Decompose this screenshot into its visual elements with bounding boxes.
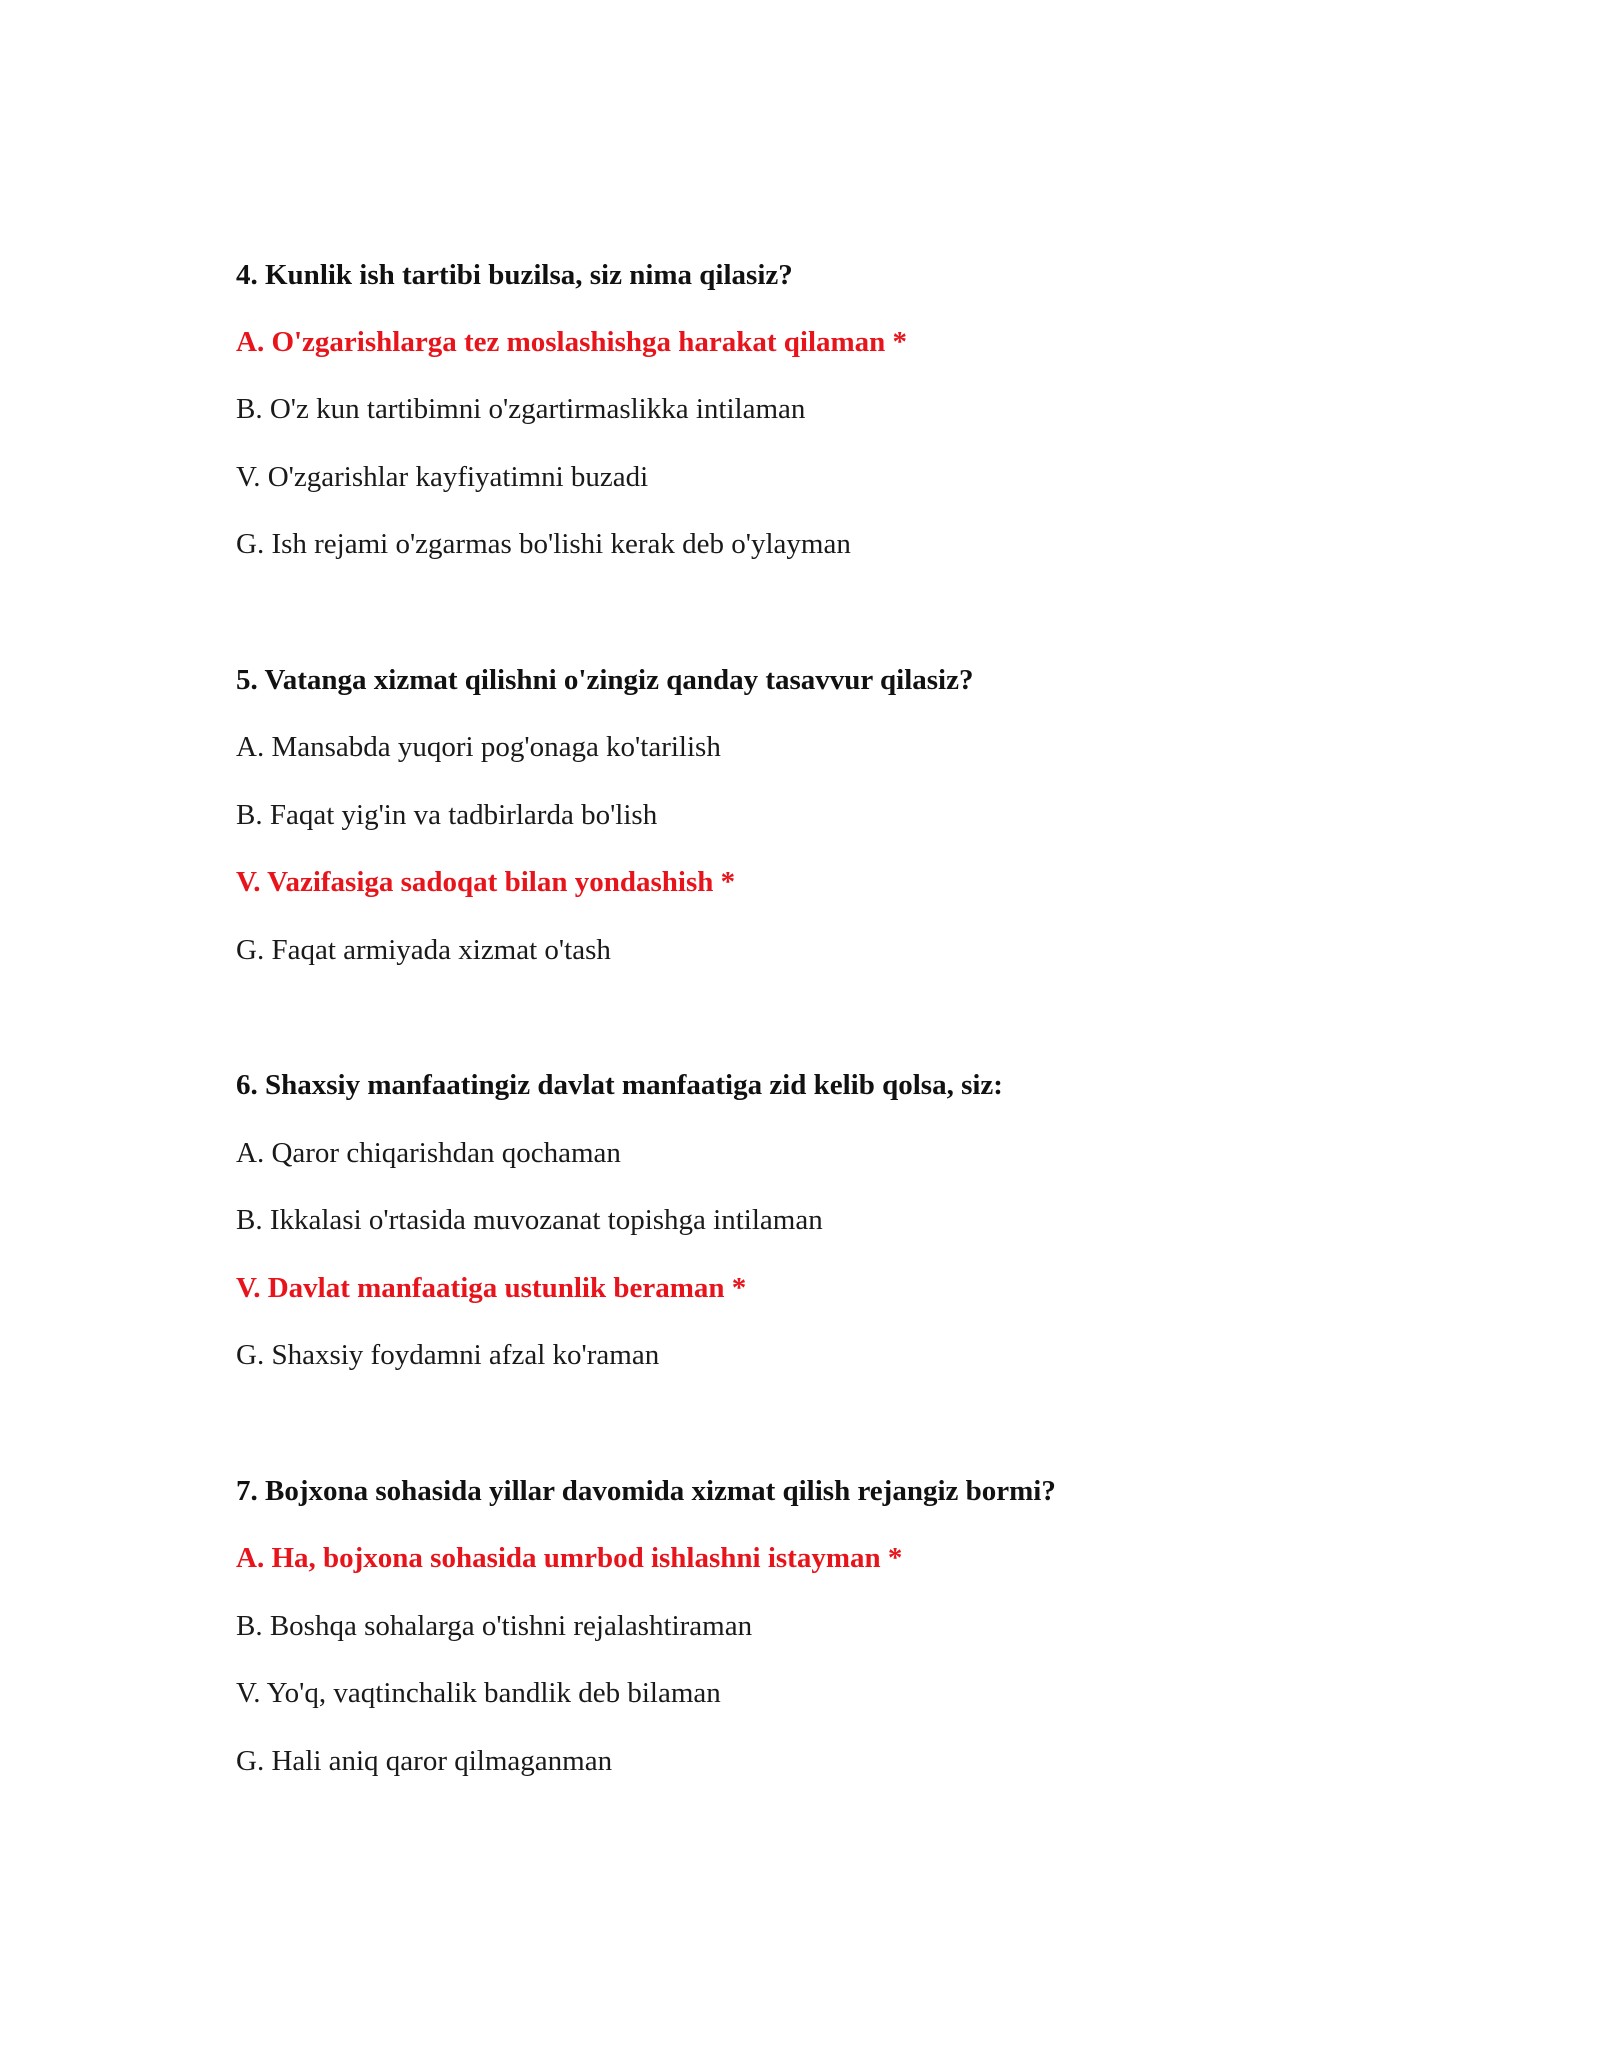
answer-option: B. Ikkalasi o'rtasida muvozanat topishga intilaman xyxy=(236,1204,823,1236)
question-title: 5. Vatanga xizmat qilishni o'zingiz qanday tasavvur qilasiz? xyxy=(236,664,974,696)
answer-option-correct: A. O'zgarishlarga tez moslashishga harakat qilaman * xyxy=(236,326,908,358)
answer-option: G. Shaxsiy foydamni afzal ko'raman xyxy=(236,1339,660,1371)
answer-option: B. Faqat yig'in va tadbirlarda bo'lish xyxy=(236,799,658,831)
answer-option: A. Qaror chiqarishdan qochaman xyxy=(236,1137,621,1169)
answer-option-correct: V. Vazifasiga sadoqat bilan yondashish * xyxy=(236,866,736,898)
answer-option: A. Mansabda yuqori pog'onaga ko'tarilish xyxy=(236,731,721,763)
answer-option-correct: V. Davlat manfaatiga ustunlik beraman * xyxy=(236,1272,747,1304)
answer-option: B. O'z kun tartibimni o'zgartirmaslikka intilaman xyxy=(236,393,806,425)
question-title: 7. Bojxona sohasida yillar davomida xizmat qilish rejangiz bormi? xyxy=(236,1475,1056,1507)
answer-option-correct: A. Ha, bojxona sohasida umrbod ishlashni istayman * xyxy=(236,1542,903,1574)
question-title: 4. Kunlik ish tartibi buzilsa, siz nima qilasiz? xyxy=(236,259,793,291)
answer-option: V. O'zgarishlar kayfiyatimni buzadi xyxy=(236,461,649,493)
answer-option: G. Hali aniq qaror qilmaganman xyxy=(236,1745,613,1777)
answer-option: V. Yo'q, vaqtinchalik bandlik deb bilaman xyxy=(236,1677,721,1709)
answer-option: B. Boshqa sohalarga o'tishni rejalashtiraman xyxy=(236,1610,753,1642)
answer-option: G. Ish rejami o'zgarmas bo'lishi kerak deb o'ylayman xyxy=(236,528,851,560)
question-title: 6. Shaxsiy manfaatingiz davlat manfaatiga zid kelib qolsa, siz: xyxy=(236,1069,1003,1101)
answer-option: G. Faqat armiyada xizmat o'tash xyxy=(236,934,611,966)
